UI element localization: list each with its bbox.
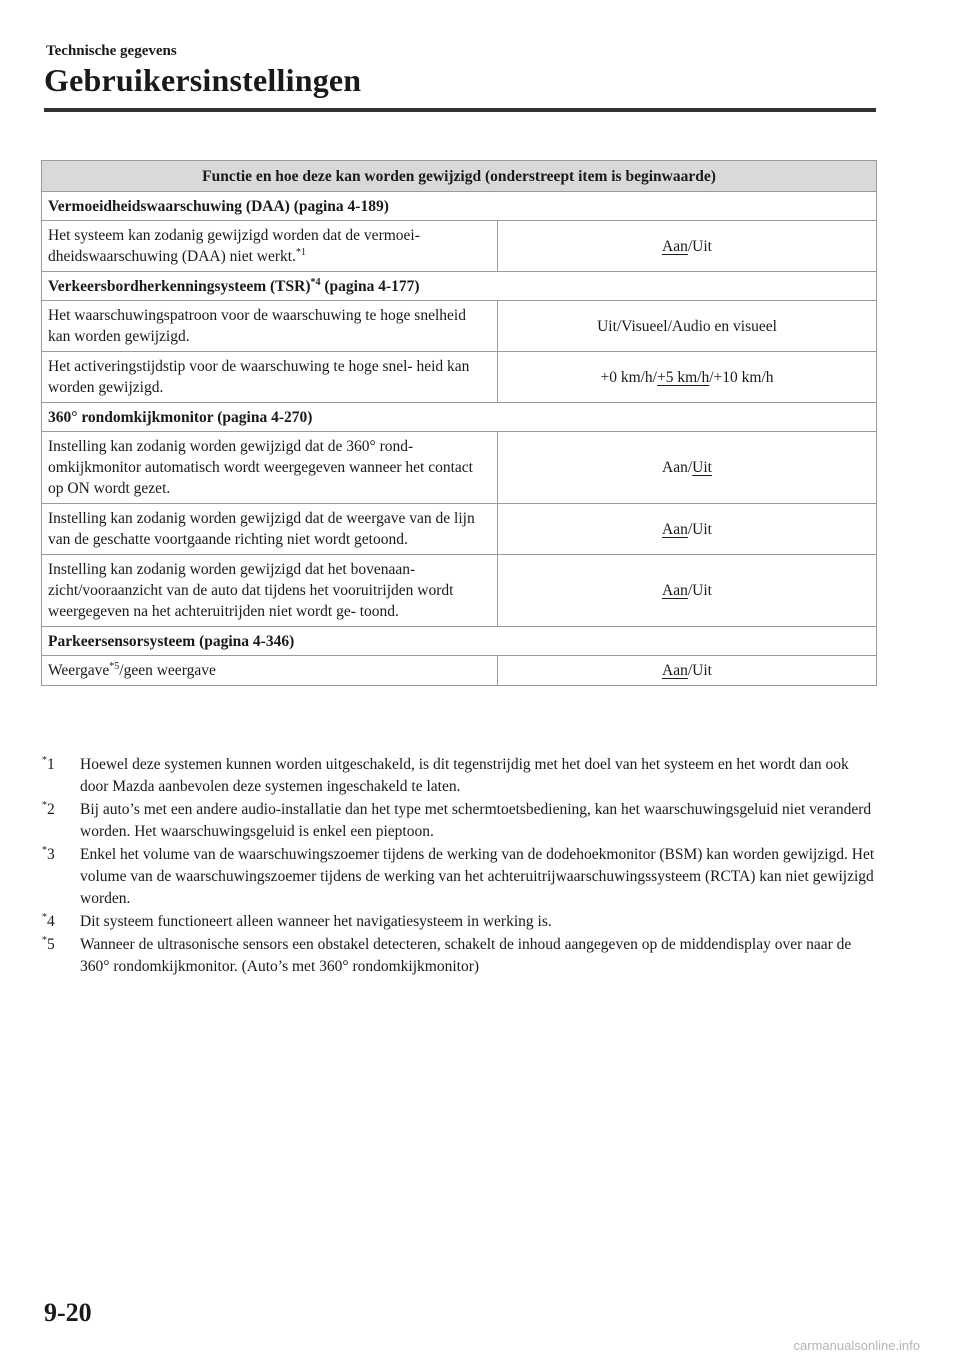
footnote-marker: *1 xyxy=(42,754,55,773)
table-row xyxy=(42,352,877,403)
default-option: +5 km/h xyxy=(657,368,710,386)
row-options xyxy=(498,555,877,627)
group-page-ref: (pagina 4-177) xyxy=(320,277,420,295)
footnote-text: Bij auto’s met een andere audio-installatie dan het type met schermtoetsbediening, kan het waarschuwingsgeluid niet veranderd worden. Het waarschuwingsgeluid is enkel een pieptoon. xyxy=(80,801,872,840)
group-title: Verkeersbordherkenningsysteem (TSR) xyxy=(48,277,311,295)
group-row xyxy=(42,272,877,301)
table-row xyxy=(42,504,877,555)
default-option: Uit xyxy=(692,459,712,476)
row-description: Instelling kan zodanig worden gewijzigd dat de weergave van de lijn van de geschatte voortgaande richting niet wordt getoond. xyxy=(42,504,498,555)
group-tsr xyxy=(42,272,877,301)
footnote-ref: *1 xyxy=(295,246,306,258)
row-description xyxy=(42,656,498,686)
group-row xyxy=(42,192,877,221)
option: Aan/ xyxy=(662,459,693,476)
option: /Uit xyxy=(687,582,712,599)
footnote-ref: *4 xyxy=(310,276,321,288)
title-rule xyxy=(44,108,876,112)
group-row xyxy=(42,403,877,432)
footnote-ref: *5 xyxy=(109,660,120,672)
table-header: Functie en hoe deze kan worden gewijzigd (onderstreept item is beginwaarde) xyxy=(42,161,877,192)
page-title: Gebruikersinstellingen xyxy=(44,62,362,98)
option-separator: / xyxy=(687,237,693,255)
default-option: Aan xyxy=(662,520,688,538)
default-option: Aan xyxy=(662,662,688,679)
group-monitor: 360° rondomkijkmonitor (pagina 4-270) xyxy=(42,403,877,432)
footnote xyxy=(42,799,876,843)
row-options xyxy=(498,221,877,272)
table-row xyxy=(42,656,877,686)
default-option: Aan xyxy=(662,582,688,599)
row-description: Instelling kan zodanig worden gewijzigd dat het bovenaan- zicht/vooraanzicht van de auto dat tijdens het vooruitrijden wordt weergegeven na het achteruitrijden niet wordt ge- toond. xyxy=(42,555,498,627)
row-options xyxy=(498,432,877,504)
row-description: Instelling kan zodanig worden gewijzigd dat de 360° rond- omkijkmonitor automatisch wordt weergegeven wanneer het contact op ON wordt gezet. xyxy=(42,432,498,504)
settings-table xyxy=(41,160,877,686)
option: Uit xyxy=(692,237,712,255)
option: /+10 km/h xyxy=(709,368,774,386)
footnote-marker: *4 xyxy=(42,911,55,930)
row-options xyxy=(498,352,877,403)
footnote-text: Wanneer de ultrasonische sensors een obstakel detecteren, schakelt de inhoud aangegeven op de middendisplay over naar de 360° rondomkijkmonitor. (Auto’s met 360° rondomkijkmonitor) xyxy=(80,936,852,975)
row-options xyxy=(498,656,877,686)
footnote-text: Dit systeem functioneert alleen wanneer het navigatiesysteem in werking is. xyxy=(80,913,552,930)
row-description: Het waarschuwingspatroon voor de waarschuwing te hoge snelheid kan worden gewijzigd. xyxy=(42,301,498,352)
footnote-text: Hoewel deze systemen kunnen worden uitgeschakeld, is dit tegenstrijdig met het doel van het systeem en het wordt dan ook door Mazda aanbevolen deze systemen ingeschakeld te laten. xyxy=(80,756,849,795)
footnote-marker: *3 xyxy=(42,844,55,863)
row-description xyxy=(42,221,498,272)
option: +0 km/h/ xyxy=(600,368,657,386)
default-option: Aan xyxy=(662,237,688,255)
desc-text: /geen weergave xyxy=(119,662,216,679)
desc-text: Het systeem kan zodanig gewijzigd worden dat de vermoei- dheidswaarschuwing (DAA) niet werkt. xyxy=(48,227,420,265)
footnotes xyxy=(42,754,876,979)
desc-text: Weergave xyxy=(48,662,110,679)
table-row xyxy=(42,555,877,627)
footnote xyxy=(42,754,876,798)
table-row xyxy=(42,301,877,352)
watermark: carmanualsonline.info xyxy=(793,1338,920,1353)
row-options xyxy=(498,504,877,555)
group-row xyxy=(42,627,877,656)
footnote-marker: *2 xyxy=(42,799,55,818)
group-daa: Vermoeidheidswaarschuwing (DAA) (pagina 4-189) xyxy=(42,192,877,221)
section-label: Technische gegevens xyxy=(46,43,177,59)
row-description: Het activeringstijdstip voor de waarschuwing te hoge snel- heid kan worden gewijzigd. xyxy=(42,352,498,403)
option: /Uit xyxy=(687,662,712,679)
footnote xyxy=(42,911,876,933)
row-options: Uit/Visueel/Audio en visueel xyxy=(498,301,877,352)
footnote-text: Enkel het volume van de waarschuwingszoemer tijdens de werking van de dodehoekmonitor (BSM) kan worden gewijzigd. Het volume van de waarschuwingszoemer tijdens de werking van het achteruitrijwaarschuwingssysteem (RCTA) kan niet gewijzigd worden. xyxy=(80,846,875,907)
footnote-marker: *5 xyxy=(42,934,55,953)
group-park: Parkeersensorsysteem (pagina 4-346) xyxy=(42,627,877,656)
option: /Uit xyxy=(687,520,712,538)
table-header-row xyxy=(42,161,877,192)
table-row xyxy=(42,221,877,272)
table-row xyxy=(42,432,877,504)
footnote xyxy=(42,934,876,978)
page-number: 9-20 xyxy=(44,1298,92,1327)
footnote xyxy=(42,844,876,910)
